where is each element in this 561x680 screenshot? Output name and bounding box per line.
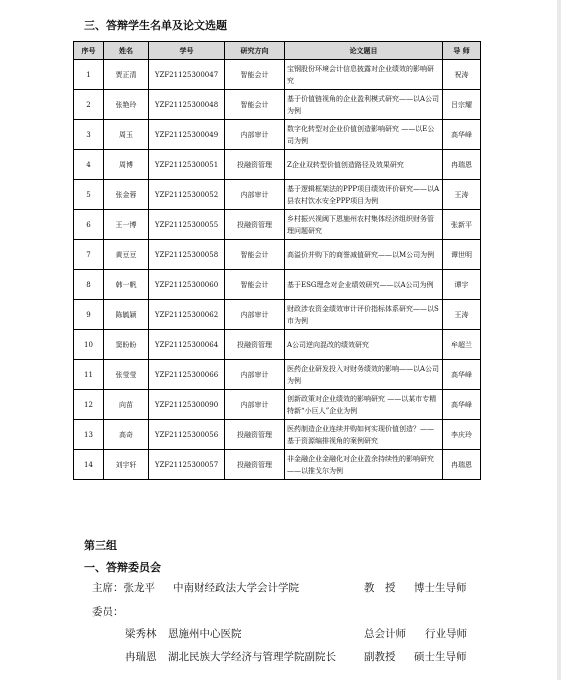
cell-research-direction: 智能会计 xyxy=(225,60,285,90)
cell-advisor: 谭宇 xyxy=(443,270,481,300)
cell-student-id: YZF21125300064 xyxy=(149,330,225,360)
table-row xyxy=(74,270,481,300)
chair-role: 主席：张龙平 xyxy=(92,582,155,594)
cell-student-id: YZF21125300058 xyxy=(149,240,225,270)
cell-row-index: 11 xyxy=(74,360,104,390)
cell-thesis-title: 高溢价并购下的商誉减值研究——以M公司为例 xyxy=(285,240,443,270)
group-title: 第三组 xyxy=(84,539,117,552)
cell-thesis-title: 基于ESG理念对企业绩效研究——以A公司为例 xyxy=(285,270,443,300)
cell-student-id: YZF21125300048 xyxy=(149,90,225,120)
cell-student-id: YZF21125300062 xyxy=(149,300,225,330)
cell-student-name: 韩一帆 xyxy=(104,270,149,300)
cell-advisor: 冉瑞恩 xyxy=(443,450,481,480)
cell-student-name: 张金蓉 xyxy=(104,180,149,210)
cell-row-index: 2 xyxy=(74,90,104,120)
member-affiliation: 湖北民族大学经济与管理学院副院长 xyxy=(168,651,336,663)
table-row xyxy=(74,330,481,360)
cell-student-name: 黄豆豆 xyxy=(104,240,149,270)
table-row xyxy=(74,120,481,150)
cell-row-index: 6 xyxy=(74,210,104,240)
cell-advisor: 高华峰 xyxy=(443,120,481,150)
member-supervisor: 硕士生导师 xyxy=(414,651,467,663)
table-row xyxy=(74,300,481,330)
cell-student-id: YZF21125300090 xyxy=(149,390,225,420)
member-title: 总会计师 xyxy=(364,628,406,640)
cell-research-direction: 智能会计 xyxy=(225,270,285,300)
table-row xyxy=(74,450,481,480)
cell-student-name: 张艳玲 xyxy=(104,90,149,120)
table-row xyxy=(74,60,481,90)
cell-thesis-title: 基于逻辑框架法的PPP项目绩效评价研究——以A县农村饮水安全PPP项目为例 xyxy=(285,180,443,210)
cell-thesis-title: 创新政策对企业绩效的影响研究 ——以某市专精特新“小巨人”企业为例 xyxy=(285,390,443,420)
cell-research-direction: 投融资管理 xyxy=(225,210,285,240)
chair-supervisor: 博士生导师 xyxy=(414,582,467,594)
cell-thesis-title: 财政涉农资金绩效审计评价指标体系研究——以S市为例 xyxy=(285,300,443,330)
member-affiliation: 恩施州中心医院 xyxy=(168,628,242,640)
chair-affiliation: 中南财经政法大学会计学院 xyxy=(173,582,299,594)
cell-student-id: YZF21125300066 xyxy=(149,360,225,390)
cell-student-name: 刘宇轩 xyxy=(104,450,149,480)
header-cell-index: 序号 xyxy=(74,42,104,60)
cell-advisor: 高华峰 xyxy=(443,390,481,420)
cell-advisor: 李庆玲 xyxy=(443,420,481,450)
table-row xyxy=(74,150,481,180)
member-supervisor: 行业导师 xyxy=(425,628,467,640)
page-edge xyxy=(557,0,561,680)
cell-row-index: 10 xyxy=(74,330,104,360)
header-cell-research-direction: 研究方向 xyxy=(225,42,285,60)
cell-thesis-title: A公司逆向混改的绩效研究 xyxy=(285,330,443,360)
cell-row-index: 1 xyxy=(74,60,104,90)
cell-advisor: 王涛 xyxy=(443,180,481,210)
table-header-row xyxy=(74,42,481,60)
cell-student-id: YZF21125300047 xyxy=(149,60,225,90)
table-row xyxy=(74,210,481,240)
table-row xyxy=(74,360,481,390)
table-body xyxy=(74,60,481,480)
cell-research-direction: 投融资管理 xyxy=(225,150,285,180)
cell-row-index: 14 xyxy=(74,450,104,480)
cell-research-direction: 内部审计 xyxy=(225,180,285,210)
cell-row-index: 4 xyxy=(74,150,104,180)
cell-thesis-title: 非金融企业金融化对企业盈余持续性的影响研究——以推戈尔为例 xyxy=(285,450,443,480)
cell-advisor: 祝涛 xyxy=(443,60,481,90)
header-cell-name: 姓名 xyxy=(104,42,149,60)
cell-research-direction: 智能会计 xyxy=(225,240,285,270)
cell-research-direction: 投融资管理 xyxy=(225,450,285,480)
cell-thesis-title: 宝钢股份环境会计信息披露对企业绩效的影响研究 xyxy=(285,60,443,90)
member-name: 冉瑞恩 xyxy=(125,651,157,663)
committee-heading: 一、答辩委员会 xyxy=(84,561,161,574)
members-label: 委员： xyxy=(92,606,124,618)
cell-student-id: YZF21125300056 xyxy=(149,420,225,450)
table-row xyxy=(74,420,481,450)
header-cell-advisor: 导 师 xyxy=(443,42,481,60)
table-row xyxy=(74,240,481,270)
cell-row-index: 13 xyxy=(74,420,104,450)
cell-student-name: 高奇 xyxy=(104,420,149,450)
cell-thesis-title: 医药制造企业连续并购如何实现价值创造？——基于资源编排视角的案例研究 xyxy=(285,420,443,450)
cell-research-direction: 智能会计 xyxy=(225,90,285,120)
cell-research-direction: 投融资管理 xyxy=(225,420,285,450)
cell-thesis-title: 基于价值链视角的企业盈利模式研究——以A公司为例 xyxy=(285,90,443,120)
cell-student-name: 周玉 xyxy=(104,120,149,150)
member-name: 梁秀林 xyxy=(125,628,157,640)
cell-thesis-title: Z企业双转型价值创造路径及效果研究 xyxy=(285,150,443,180)
cell-row-index: 9 xyxy=(74,300,104,330)
cell-advisor: 冉瑞恩 xyxy=(443,150,481,180)
cell-student-id: YZF21125300052 xyxy=(149,180,225,210)
header-cell-student-id: 学号 xyxy=(149,42,225,60)
cell-advisor: 牟超兰 xyxy=(443,330,481,360)
cell-student-name: 王一博 xyxy=(104,210,149,240)
cell-research-direction: 内部审计 xyxy=(225,390,285,420)
cell-row-index: 3 xyxy=(74,120,104,150)
cell-student-name: 贾正清 xyxy=(104,60,149,90)
cell-advisor: 王涛 xyxy=(443,300,481,330)
table-row xyxy=(74,180,481,210)
cell-research-direction: 内部审计 xyxy=(225,300,285,330)
cell-student-id: YZF21125300057 xyxy=(149,450,225,480)
cell-student-name: 陈毓颖 xyxy=(104,300,149,330)
cell-advisor: 吕宗耀 xyxy=(443,90,481,120)
cell-thesis-title: 医药企业研发投入对财务绩效的影响——以A公司为例 xyxy=(285,360,443,390)
chair-title: 教 授 xyxy=(364,582,396,594)
cell-row-index: 8 xyxy=(74,270,104,300)
section-heading: 三、答辩学生名单及论文选题 xyxy=(84,19,227,32)
cell-research-direction: 投融资管理 xyxy=(225,330,285,360)
header-cell-thesis-title: 论文题目 xyxy=(285,42,443,60)
defense-student-table xyxy=(73,41,481,480)
cell-student-name: 向苗 xyxy=(104,390,149,420)
cell-student-id: YZF21125300060 xyxy=(149,270,225,300)
cell-row-index: 7 xyxy=(74,240,104,270)
cell-advisor: 谭世明 xyxy=(443,240,481,270)
cell-student-id: YZF21125300049 xyxy=(149,120,225,150)
cell-thesis-title: 乡村振兴视阈下恩施州农村集体经济组织财务管理问题研究 xyxy=(285,210,443,240)
cell-student-id: YZF21125300055 xyxy=(149,210,225,240)
table-row xyxy=(74,390,481,420)
cell-row-index: 5 xyxy=(74,180,104,210)
member-title: 副教授 xyxy=(364,651,396,663)
cell-research-direction: 内部审计 xyxy=(225,120,285,150)
cell-research-direction: 内部审计 xyxy=(225,360,285,390)
cell-thesis-title: 数字化转型对企业价值创造影响研究 ——以E公司为例 xyxy=(285,120,443,150)
cell-student-name: 张莹莹 xyxy=(104,360,149,390)
cell-advisor: 高华峰 xyxy=(443,360,481,390)
cell-student-name: 周博 xyxy=(104,150,149,180)
cell-student-id: YZF21125300051 xyxy=(149,150,225,180)
cell-advisor: 张新平 xyxy=(443,210,481,240)
cell-student-name: 窦盼盼 xyxy=(104,330,149,360)
table-row xyxy=(74,90,481,120)
cell-row-index: 12 xyxy=(74,390,104,420)
